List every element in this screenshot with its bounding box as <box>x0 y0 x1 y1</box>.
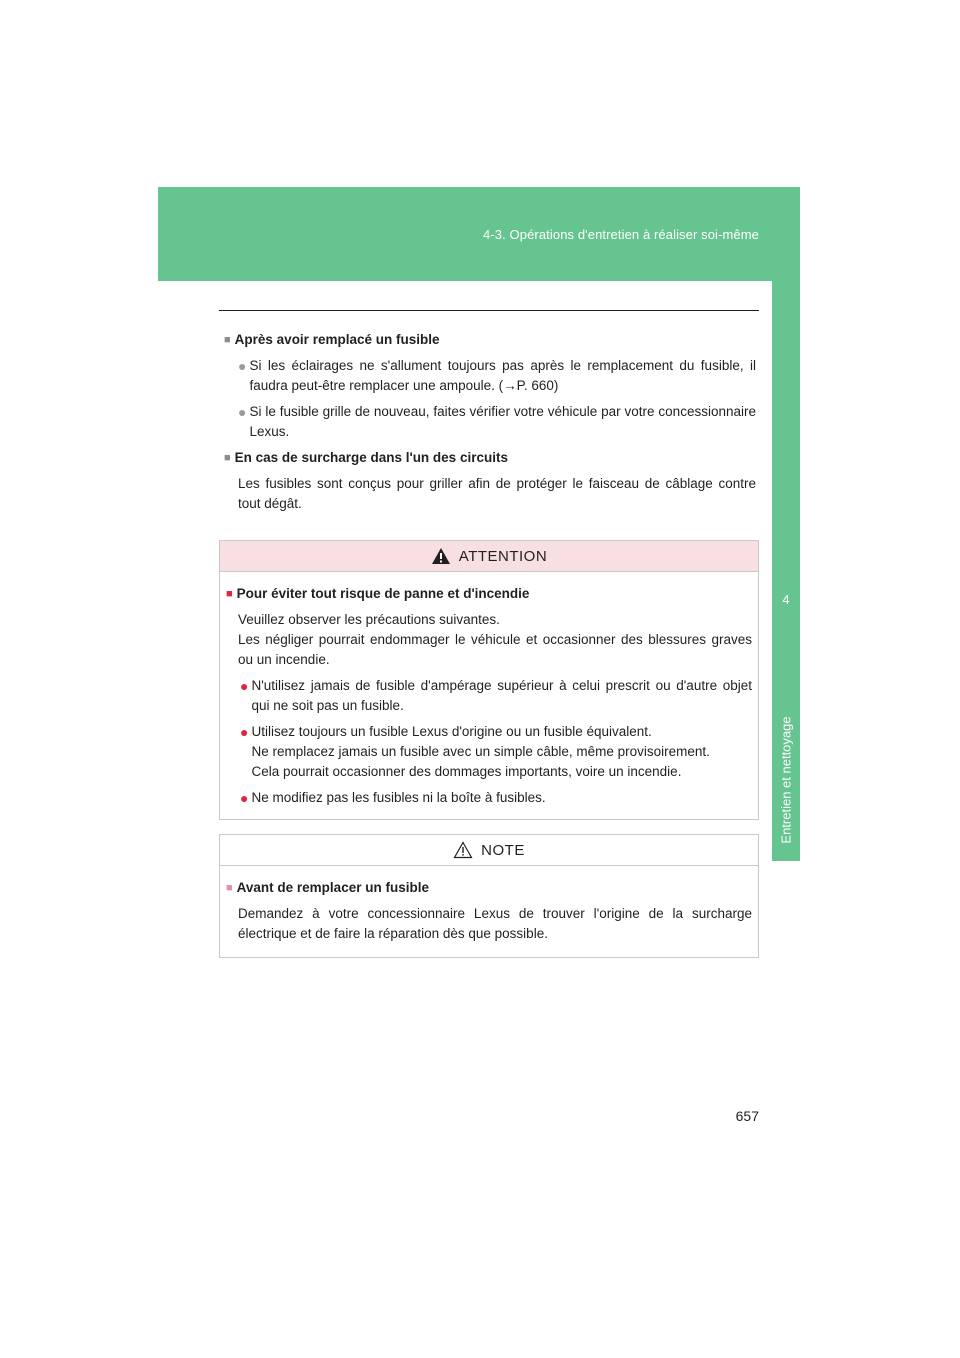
side-label-wrap <box>772 0 800 1358</box>
list-item <box>226 788 752 808</box>
list-item-text: Si le fusible grille de nouveau, faites vérifier votre véhicule par votre concessionnaire Lexus. <box>249 404 756 439</box>
list-item-text: Utilisez toujours un fusible Lexus d'origine ou un fusible équivalent. Ne remplacez jamais un fusible avec un simple câble, même provisoirement. Cela pourrait occasionner des dommages importants, voire un incendie. <box>251 724 710 779</box>
dot-bullet-icon: ● <box>238 358 247 374</box>
list-item-text: N'utilisez jamais de fusible d'ampérage supérieur à celui prescrit ou d'autre objet qui ne soit pas un fusible. <box>251 678 752 713</box>
attention-body <box>220 572 758 808</box>
warning-icon <box>431 547 451 565</box>
attention-title <box>226 584 752 604</box>
note-label: NOTE <box>481 841 525 859</box>
note-title <box>226 878 752 898</box>
chapter-number: 4 <box>782 592 790 607</box>
dot-bullet-icon: ● <box>240 678 249 694</box>
paragraph: Veuillez observer les précautions suivantes. Les négliger pourrait endommager le véhicule et occasionner des blessures graves ou un incendie. <box>238 612 752 667</box>
square-bullet-icon: ■ <box>224 334 231 346</box>
paragraph: Les fusibles sont conçus pour griller afin de protéger le faisceau de câblage contre tout dégât. <box>238 476 756 511</box>
page-number: 657 <box>735 1108 759 1124</box>
paragraph: Demandez à votre concessionnaire Lexus de trouver l'origine de la surcharge électrique et de faire la réparation dès que possible. <box>238 906 752 941</box>
attention-title-text: Pour éviter tout risque de panne et d'incendie <box>236 586 530 601</box>
note-box <box>219 834 759 958</box>
dot-bullet-icon: ● <box>240 724 249 740</box>
header-band <box>158 187 800 281</box>
dot-bullet-icon: ● <box>240 790 249 806</box>
square-bullet-icon: ■ <box>224 452 231 464</box>
section-heading <box>224 448 756 468</box>
note-title-text: Avant de remplacer un fusible <box>236 880 429 895</box>
note-body <box>220 866 758 944</box>
list-item <box>226 676 752 716</box>
section-heading <box>224 330 756 350</box>
attention-header <box>220 541 758 572</box>
list-item <box>224 356 756 396</box>
section-title: Après avoir remplacé un fusible <box>234 332 440 347</box>
square-bullet-icon: ■ <box>226 882 233 894</box>
main-content <box>224 330 756 520</box>
caution-outline-icon <box>453 841 473 859</box>
chapter-label: Entretien et nettoyage <box>778 716 794 844</box>
list-item-text: Si les éclairages ne s'allument toujours pas après le remplacement du fusible, il faudra peut-être remplacer une ampoule. (→P. 660) <box>249 358 756 393</box>
attention-label: ATTENTION <box>458 547 548 565</box>
dot-bullet-icon: ● <box>238 404 247 420</box>
header-title: 4-3. Opérations d'entretien à réaliser soi-même <box>483 227 759 242</box>
list-item <box>226 722 752 782</box>
list-item-text: Ne modifiez pas les fusibles ni la boîte à fusibles. <box>251 790 546 805</box>
section-title: En cas de surcharge dans l'un des circuits <box>234 450 508 465</box>
top-rule <box>219 310 759 311</box>
note-header <box>220 835 758 866</box>
attention-box <box>219 540 759 820</box>
list-item <box>224 402 756 442</box>
square-bullet-icon: ■ <box>226 588 233 600</box>
